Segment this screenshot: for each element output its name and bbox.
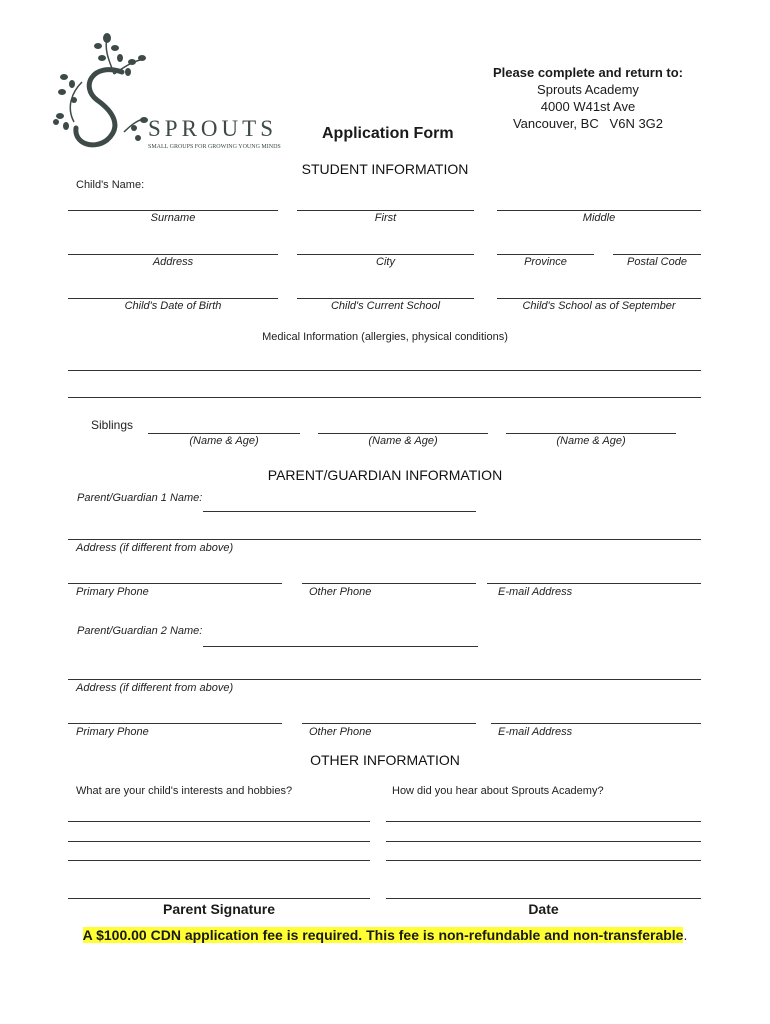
- address-field[interactable]: [68, 254, 278, 255]
- surname-label: Surname: [150, 212, 196, 224]
- postal-code-field[interactable]: [613, 254, 701, 255]
- sprout-leaf-icon: [52, 32, 152, 157]
- p2-email-field[interactable]: [491, 723, 701, 724]
- sibling-label-3: (Name & Age): [556, 435, 626, 447]
- heard-label: How did you hear about Sprouts Academy?: [392, 785, 604, 797]
- p1-primary-phone-field[interactable]: [68, 583, 282, 584]
- first-label: First: [374, 212, 397, 224]
- fee-notice-period: .: [683, 927, 688, 943]
- section-other: OTHER INFORMATION: [310, 752, 460, 768]
- surname-field[interactable]: [68, 210, 278, 211]
- heard-field-1[interactable]: [386, 821, 701, 822]
- logo-brand: SPROUTS: [148, 116, 277, 141]
- heard-field-3[interactable]: [386, 860, 701, 861]
- medical-label: Medical Information (allergies, physical conditions): [262, 331, 508, 343]
- interests-field-1[interactable]: [68, 821, 370, 822]
- interests-field-2[interactable]: [68, 841, 370, 842]
- sibling-field-2[interactable]: [318, 433, 488, 434]
- p1-address-label: Address (if different from above): [76, 542, 234, 554]
- p2-address-field[interactable]: [68, 679, 701, 680]
- p2-address-label: Address (if different from above): [76, 682, 234, 694]
- dob-label: Child's Date of Birth: [124, 300, 222, 312]
- september-school-label: Child's School as of September: [522, 300, 676, 312]
- return-name: Sprouts Academy: [537, 82, 639, 97]
- p2-name-label: Parent/Guardian 2 Name:: [77, 625, 203, 637]
- siblings-label: Siblings: [91, 418, 134, 432]
- dob-field[interactable]: [68, 298, 278, 299]
- p2-name-field[interactable]: [203, 646, 478, 647]
- current-school-label: Child's Current School: [330, 300, 441, 312]
- return-city: Vancouver, BC V6N 3G2: [512, 116, 664, 131]
- p1-name-label: Parent/Guardian 1 Name:: [77, 492, 203, 504]
- signature-field[interactable]: [68, 898, 370, 899]
- medical-field-1[interactable]: [68, 370, 701, 371]
- p2-email-label: E-mail Address: [498, 726, 573, 738]
- p1-email-field[interactable]: [487, 583, 701, 584]
- p1-other-phone-field[interactable]: [302, 583, 476, 584]
- p1-address-field[interactable]: [68, 539, 701, 540]
- p1-other-phone-label: Other Phone: [309, 586, 372, 598]
- sibling-label-1: (Name & Age): [189, 435, 259, 447]
- interests-label: What are your child's interests and hobbies?: [76, 785, 293, 797]
- sprouts-logo: [52, 32, 292, 157]
- address-label: Address: [152, 256, 194, 268]
- logo-tagline: SMALL GROUPS FOR GROWING YOUNG MINDS: [148, 144, 281, 150]
- return-heading: Please complete and return to:: [493, 65, 683, 80]
- middle-field[interactable]: [497, 210, 701, 211]
- sibling-field-1[interactable]: [148, 433, 300, 434]
- fee-notice: [0, 927, 770, 943]
- form-title: Application Form: [322, 125, 454, 142]
- province-label: Province: [524, 256, 567, 268]
- p2-other-phone-field[interactable]: [302, 723, 476, 724]
- sibling-label-2: (Name & Age): [368, 435, 438, 447]
- fee-notice-text: A $100.00 CDN application fee is required. This fee is non-refundable and non-transferable: [82, 927, 684, 943]
- city-field[interactable]: [297, 254, 474, 255]
- date-label: Date: [528, 901, 559, 917]
- september-school-field[interactable]: [497, 298, 701, 299]
- heard-field-2[interactable]: [386, 841, 701, 842]
- city-label: City: [376, 256, 395, 268]
- return-street: 4000 W41st Ave: [540, 99, 636, 114]
- province-field[interactable]: [497, 254, 594, 255]
- parent-signature-label: Parent Signature: [162, 901, 276, 917]
- sibling-field-3[interactable]: [506, 433, 676, 434]
- current-school-field[interactable]: [297, 298, 474, 299]
- date-field[interactable]: [386, 898, 701, 899]
- return-address: [488, 64, 688, 132]
- section-student: STUDENT INFORMATION: [301, 161, 469, 177]
- p1-name-field[interactable]: [203, 511, 476, 512]
- p2-primary-phone-field[interactable]: [68, 723, 282, 724]
- middle-label: Middle: [582, 212, 616, 224]
- medical-field-2[interactable]: [68, 397, 701, 398]
- interests-field-3[interactable]: [68, 860, 370, 861]
- p1-primary-phone-label: Primary Phone: [76, 586, 149, 598]
- p1-email-label: E-mail Address: [498, 586, 573, 598]
- p2-other-phone-label: Other Phone: [309, 726, 372, 738]
- section-parent: PARENT/GUARDIAN INFORMATION: [267, 467, 503, 483]
- first-field[interactable]: [297, 210, 474, 211]
- postal-code-label: Postal Code: [627, 256, 687, 268]
- childs-name-label: Child's Name:: [76, 179, 145, 191]
- p2-primary-phone-label: Primary Phone: [76, 726, 149, 738]
